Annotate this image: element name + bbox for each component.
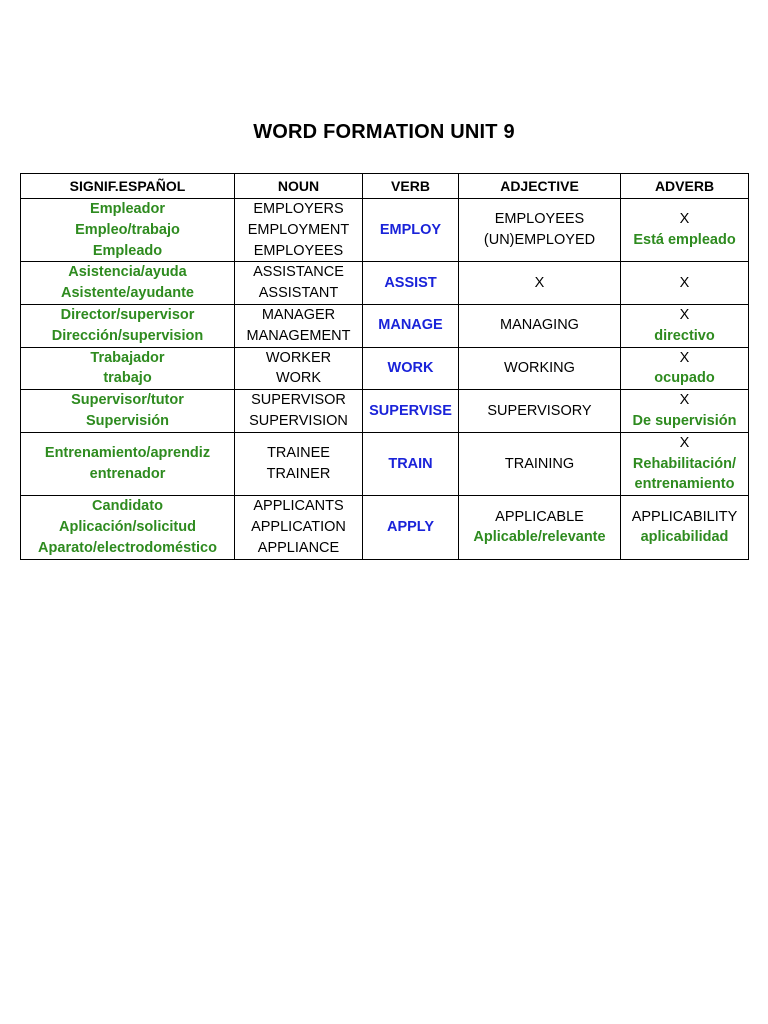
spanish-meaning: Asistente/ayudante [61,285,194,302]
noun-form: EMPLOYMENT [247,221,350,238]
spanish-meaning: Candidato [92,498,163,515]
table-row [21,390,749,433]
verb-form: EMPLOY [379,221,442,238]
adjective-form: APPLICABLE [495,508,584,525]
cell-verb [363,262,459,305]
noun-form: MANAGEMENT [246,327,351,344]
cell-adjective [459,199,621,262]
adverb-meaning: ocupado [654,370,715,387]
table-body [21,199,749,560]
adjective-form: SUPERVISORY [487,402,592,419]
header-noun: NOUN [235,174,363,199]
cell-verb [363,390,459,433]
spanish-meaning: entrenador [89,465,166,482]
adverb-form: X [679,349,690,366]
adverb-meaning: directivo [654,327,715,344]
adverb-form: X [679,274,690,291]
noun-form: MANAGER [261,306,336,323]
verb-form: WORK [387,359,434,376]
cell-verb [363,304,459,347]
cell-adverb [621,390,749,433]
adjective-meaning: Aplicable/relevante [473,529,606,546]
cell-verb [363,496,459,559]
cell-adjective [459,496,621,559]
adjective-form: MANAGING [500,317,579,334]
spanish-meaning: Dirección/supervision [51,327,204,344]
cell-adverb [621,199,749,262]
spanish-meaning: Aplicación/solicitud [59,518,196,535]
noun-form: APPLICATION [251,518,346,535]
cell-noun [235,262,363,305]
adjective-form: TRAINING [504,455,575,472]
table-row [21,304,749,347]
adverb-meaning: aplicabilidad [640,529,729,546]
noun-form: ASSISTANCE [253,264,344,281]
spanish-meaning: Entrenamiento/aprendiz [44,445,211,462]
spanish-meaning: Aparato/electrodoméstico [38,539,217,556]
verb-form: SUPERVISE [369,402,452,419]
verb-form: TRAIN [388,455,433,472]
cell-noun [235,390,363,433]
table-row [21,347,749,390]
cell-verb [363,432,459,495]
spanish-meaning: Supervisión [86,412,169,429]
spanish-meaning: trabajo [103,370,152,387]
adjective-form: EMPLOYEES [494,211,585,228]
header-spanish: SIGNIF.ESPAÑOL [21,174,235,199]
noun-form: WORK [275,370,322,387]
adjective-form: X [534,274,545,291]
adjective-form: (UN)EMPLOYED [483,232,596,249]
cell-adverb [621,432,749,495]
noun-form: APPLICANTS [253,498,344,515]
verb-form: MANAGE [378,317,443,334]
verb-form: APPLY [386,518,434,535]
noun-form: TRAINEE [267,445,330,462]
header-adjective: ADJECTIVE [459,174,621,199]
cell-noun [235,304,363,347]
adverb-meaning: Está empleado [633,232,736,249]
adverb-form: X [679,392,690,409]
cell-adjective [459,304,621,347]
cell-adverb [621,496,749,559]
noun-form: EMPLOYERS [253,201,344,217]
word-formation-table [20,173,749,560]
table-row [21,496,749,559]
noun-form: SUPERVISION [249,412,348,429]
cell-noun [235,199,363,262]
adverb-meaning: Rehabilitación/ [632,455,737,472]
cell-verb [363,199,459,262]
cell-spanish [21,199,235,262]
cell-adjective [459,347,621,390]
page-title: WORD FORMATION UNIT 9 [253,121,515,143]
cell-adjective [459,390,621,433]
adverb-form: X [679,306,690,323]
cell-adverb [621,347,749,390]
cell-adjective [459,432,621,495]
table-row [21,432,749,495]
noun-form: APPLIANCE [257,539,340,556]
cell-adverb [621,304,749,347]
cell-verb [363,347,459,390]
cell-spanish [21,390,235,433]
verb-form: ASSIST [384,274,437,291]
header-row [21,174,749,199]
cell-spanish [21,304,235,347]
cell-spanish [21,262,235,305]
spanish-meaning: Empleo/trabajo [75,221,180,238]
cell-adjective [459,262,621,305]
table-row [21,199,749,262]
noun-form: EMPLOYEES [253,242,344,259]
cell-noun [235,496,363,559]
adverb-form: X [679,434,690,451]
spanish-meaning: Empleado [92,242,163,259]
adverb-meaning: entrenamiento [634,476,735,493]
adverb-meaning: De supervisión [632,412,737,429]
table-row [21,262,749,305]
adverb-form: APPLICABILITY [631,508,738,525]
spanish-meaning: Asistencia/ayuda [68,264,187,281]
adjective-form: WORKING [504,359,575,376]
cell-noun [235,347,363,390]
cell-noun [235,432,363,495]
noun-form: SUPERVISOR [251,392,346,409]
cell-spanish [21,347,235,390]
header-verb: VERB [363,174,459,199]
noun-form: TRAINER [266,465,331,482]
cell-spanish [21,496,235,559]
cell-spanish [21,432,235,495]
adverb-form: X [679,211,690,228]
spanish-meaning: Director/supervisor [60,306,195,323]
spanish-meaning: Trabajador [90,349,165,366]
cell-adverb [621,262,749,305]
spanish-meaning: Empleador [90,201,165,217]
header-adverb: ADVERB [621,174,749,199]
spanish-meaning: Supervisor/tutor [71,392,184,409]
noun-form: ASSISTANT [258,285,339,302]
noun-form: WORKER [265,349,332,366]
